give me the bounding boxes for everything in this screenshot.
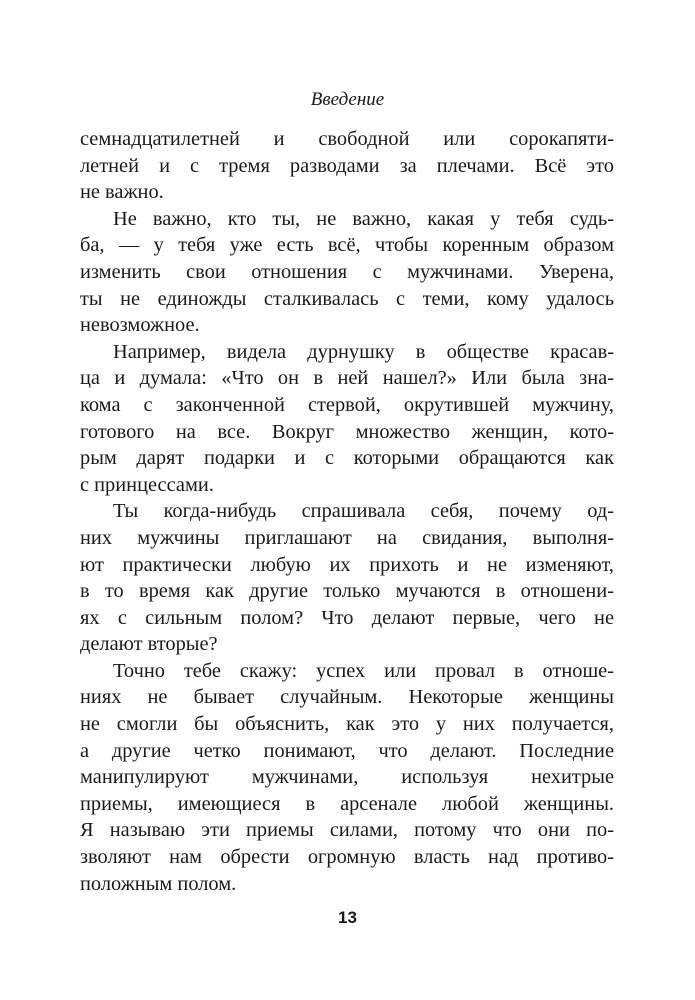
- text-line: ниях не бывает случайным. Некоторые женщины: [80, 686, 614, 709]
- text-line: манипулируют мужчинами, используя нехитрые: [80, 766, 614, 789]
- text-line: ца и думала: «Что он в ней нашел?» Или была зна-: [80, 367, 614, 390]
- text-line: Ты когда-нибудь спрашивала себя, почему од-: [113, 500, 614, 523]
- text-line: ях с сильным полом? Что делают первые, чего не: [80, 606, 614, 629]
- text-line: а другие четко понимают, что делают. Последние: [80, 739, 614, 762]
- text-line: изменить свои отношения с мужчинами. Уверена,: [80, 260, 614, 283]
- text-line: с принцессами.: [80, 473, 214, 496]
- text-line: них мужчины приглашают на свидания, выполня-: [80, 526, 614, 549]
- text-line: приемы, имеющиеся в арсенале любой женщины.: [80, 792, 614, 815]
- text-line: делают вторые?: [80, 633, 218, 656]
- text-line: Я называю эти приемы силами, потому что они по-: [80, 819, 614, 842]
- text-line: летней и с тремя разводами за плечами. Всё это: [80, 154, 614, 177]
- text-line: ют практически любую их прихоть и не изменяют,: [80, 553, 614, 576]
- text-line: ба, — у тебя уже есть всё, чтобы коренным образом: [80, 234, 614, 257]
- text-line: не смогли бы объяснить, как это у них получается,: [80, 713, 614, 736]
- text-line: в то время как другие только мучаются в отношени-: [80, 580, 614, 603]
- text-line: рым дарят подарки и с которыми обращаются как: [80, 447, 614, 470]
- text-line: ты не единожды сталкивалась с теми, кому удалось: [80, 287, 614, 310]
- text-line: Не важно, кто ты, не важно, какая у тебя судь-: [113, 207, 614, 230]
- page-number: 13: [338, 908, 357, 927]
- running-head: Введение: [310, 89, 385, 110]
- text-line: семнадцатилетней и свободной или сорокапяти-: [80, 128, 614, 150]
- text-line: положным полом.: [80, 872, 237, 895]
- text-line: кома с законченной стервой, окрутившей мужчину,: [80, 393, 614, 416]
- text-line: не важно.: [80, 181, 164, 204]
- text-line: зволяют нам обрести огромную власть над противо-: [80, 846, 614, 869]
- text-line: Точно тебе скажу: успех или провал в отноше-: [113, 659, 614, 682]
- text-line: невозможное.: [80, 314, 200, 337]
- body-text: [80, 126, 614, 897]
- text-line: готового на все. Вокруг множество женщин, кото-: [80, 420, 614, 443]
- text-line: Например, видела дурнушку в обществе красав-: [113, 340, 614, 363]
